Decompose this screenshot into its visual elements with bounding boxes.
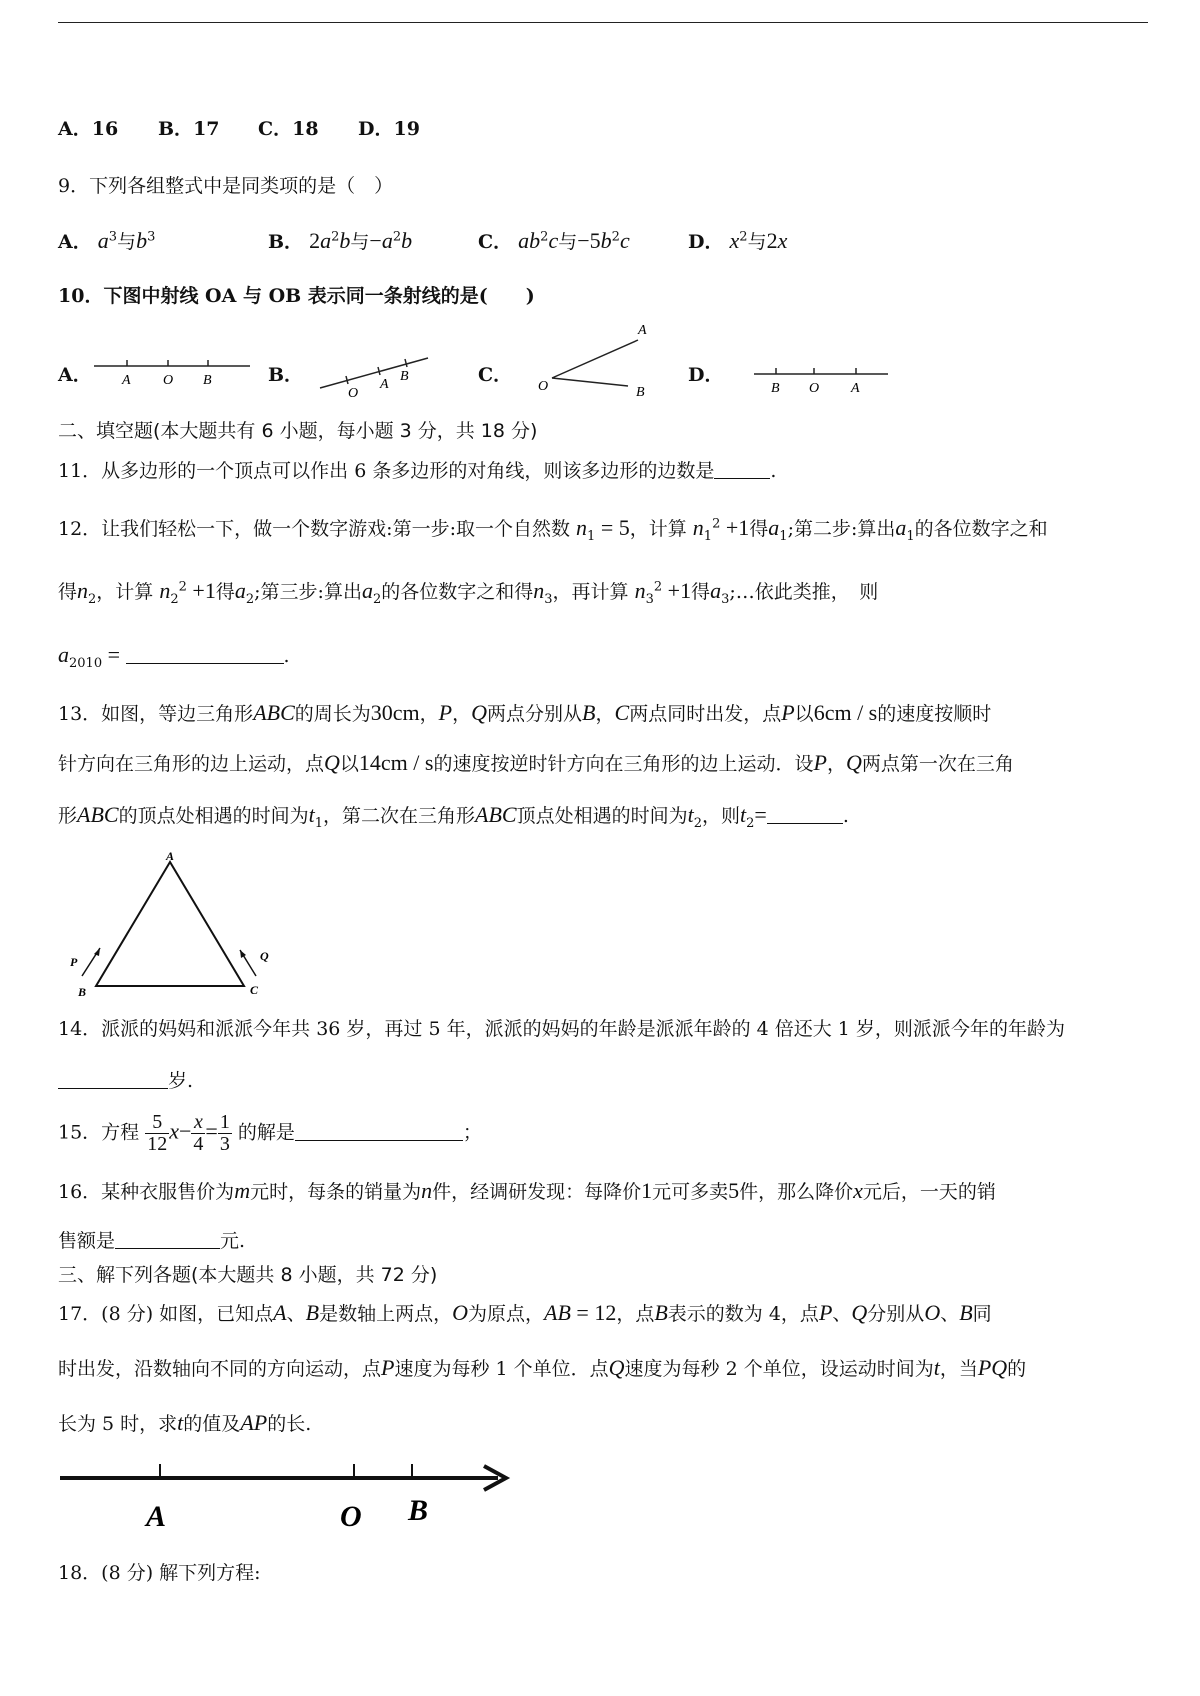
q10b-label-B: B xyxy=(400,369,409,384)
q17-line1: 17．(8 分) 如图，已知点A、B是数轴上两点，O为原点，AB = 12，点B表示的数为 4，点P、Q分别从O、B同 xyxy=(58,1300,992,1325)
q10-figure-d xyxy=(752,362,892,402)
q13-fig-label-Q: Q xyxy=(260,949,269,963)
q10d-label-A: A xyxy=(851,381,860,396)
q17-number-line xyxy=(58,1460,518,1540)
q13-line3: 形ABC的顶点处相遇的时间为$t_1$，第二次在三角形ABC顶点处相遇的时间为$t_2$，则$t_2=$ . xyxy=(58,802,849,831)
q10-figure-a xyxy=(92,350,252,390)
section-3-heading: 三、解下列各题(本大题共 8 小题，共 72 分) xyxy=(58,1264,438,1286)
q10-label-b: B． xyxy=(268,364,304,386)
q10c-label-B: B xyxy=(636,385,645,398)
q13-fig-label-A: A xyxy=(166,849,175,863)
q12-line1: 12．让我们轻松一下，做一个数字游戏:第一步:取一个自然数 $n_1 = 5$，计算 $n_1^2 +1$得$a_1$;第二步:算出$a_1$的各位数字之和 xyxy=(58,515,1048,544)
q10c-label-A: A xyxy=(638,323,647,338)
q10c-label-O: O xyxy=(538,379,549,394)
q10-label-d: D． xyxy=(688,364,724,386)
q17-fig-label-O: O xyxy=(340,1500,362,1533)
q16-line1: 16．某种衣服售价为m元时，每条的销量为n件，经调研发现：每降价1元可多卖5件，那么降价x元后，一天的销 xyxy=(58,1178,996,1203)
q10b-label-O: O xyxy=(348,386,359,400)
q12-line2: 得$n_2$，计算 $n_2^2 +1$得$a_2$;第三步:算出$a_2$的各位数字之和得$n_3$，再计算 $n_3^2 +1$得$a_3;\dots$依此类推， 则 xyxy=(58,578,879,607)
q10a-label-A: A xyxy=(122,373,131,388)
q10a-label-B: B xyxy=(203,373,212,388)
q15: 15．方程 $\frac{5}{12}$ x− $\frac{x}{4}$ = $\frac{1}{3}$ 的解是 ； xyxy=(58,1111,482,1155)
q14-line1: 14．派派的妈妈和派派今年共 36 岁，再过 5 年，派派的妈妈的年龄是派派年龄的 4 倍还大 1 岁，则派派今年的年龄为 xyxy=(58,1018,1065,1040)
q13-line2: 针方向在三角形的边上运动，点Q以14cm / s的速度按逆时针方向在三角形的边上运动．设P，Q两点第一次在三角 xyxy=(58,750,1014,775)
q10-stem: 10．下图中射线 OA 与 OB 表示同一条射线的是( ) xyxy=(58,285,535,307)
q16-line2: 售额是 元. xyxy=(58,1230,246,1252)
q17-fig-label-A: A xyxy=(146,1500,167,1533)
q11: 11．从多边形的一个顶点可以作出 6 条多边形的对角线，则该多边形的边数是 . xyxy=(58,460,777,482)
q10-label-a: A． xyxy=(58,364,92,386)
q9-stem: 9．下列各组整式中是同类项的是（ ） xyxy=(58,175,394,197)
q10-figure-b xyxy=(310,340,440,400)
q17-line3: 长为 5 时，求t的值及AP的长. xyxy=(58,1410,312,1435)
section-2-heading: 二、填空题(本大题共有 6 小题，每小题 3 分，共 18 分) xyxy=(58,420,538,442)
header-rule xyxy=(58,22,1148,23)
q13-triangle-figure xyxy=(60,848,280,998)
q17-line2: 时出发，沿数轴向不同的方向运动，点P速度为每秒 1 个单位．点Q速度为每秒 2 个单位，设运动时间为t，当PQ的 xyxy=(58,1355,1027,1380)
q13-fig-label-C: C xyxy=(250,983,259,997)
q18: 18．(8 分) 解下列方程: xyxy=(58,1562,261,1584)
q10b-label-A: A xyxy=(380,377,389,392)
q17-fig-label-B: B xyxy=(408,1494,429,1527)
q10d-label-O: O xyxy=(809,381,820,396)
q10-figure-c xyxy=(528,318,658,398)
q10a-label-O: O xyxy=(163,373,174,388)
exam-page: A．16 B．17 C．18 D．19 9．下列各组整式中是同类项的是（ ） A． $a^3$与$b^3$ B． $2a^2b$与$-a^2b$ C． $ab^2c$与$-5b^2c$ D． $x^2$与2x 10．下图中射线 OA 与 OB 表示同一条射线的是( ) A． A O B B． O A B C． A O B D． B O A 二、填空题(本大题共有 6 小题，每小题 3 分，共 18 分) 11．从多边形的一个顶点可以作出 6 条多边形的对角线，则该多边形的边数是 . 12．让我们轻松一下，做一个数字游戏:第一步:取一个自然数 $n_1 = 5$，计算 $n_1^2 +1$得$a_1$;第二步:算出$a_1$的各位数字之和 得$n_2$，计算 $n_2^2 +1$得$a_2$;第三步:算出$a_2$的各位数字之和得$n_3$，再计算 $n_3^2 +1$得$a_3;\dots$依此类推， 则 $a_{2010}$ = . 13．如图，等边三角形ABC的周长为30cm，P，Q两点分别从B，C两点同时出发，点P以6cm / s的速度按顺时 针方向在三角形的边上运动，点Q以14cm / s的速度按逆时针方向在三角形的边上运动．设P，Q两点第一次在三角 形ABC的顶点处相遇的时间为$t_1$，第二次在三角形ABC顶点处相遇的时间为$t_2$，则$t_2=$ . A B C P Q 14．派派的妈妈和派派今年共 36 岁，再过 5 年，派派的妈妈的年龄是派派年龄的 4 倍还大 1 岁，则派派今年的年龄为 岁. 15．方程 $\frac{5}{12}$ x− $\frac{x}{4}$ = $\frac{1}{3}$ 的解是 ； 16．某种衣服售价为m元时，每条的销量为n件，经调研发现：每降价1元可多卖5件，那么降价x元后，一天的销 售额是 元. 三、解下列各题(本大题共 8 小题，共 72 分) 17．(8 分) 如图，已知点A、B是数轴上两点，O为原点，AB = 12，点B表示的数为 4，点P、Q分别从O、B同 时出发，沿数轴向不同的方向运动，点P速度为每秒 1 个单位．点Q速度为每秒 2 个单位，设运动时间为t，当PQ的 长为 5 时，求t的值及AP的长. A O B 18．(8 分) 解下列方程: xyxy=(0,0,1200,1696)
q10d-label-B: B xyxy=(771,381,780,396)
q13-fig-label-B: B xyxy=(78,985,87,998)
q13-line1: 13．如图，等边三角形ABC的周长为30cm，P，Q两点分别从B，C两点同时出发，点P以6cm / s的速度按顺时 xyxy=(58,700,992,725)
q12-line3: $a_{2010}$ = . xyxy=(58,642,290,671)
q10-label-c: C． xyxy=(478,364,513,386)
q14-line2: 岁. xyxy=(58,1070,1148,1093)
q13-fig-label-P: P xyxy=(70,955,78,969)
